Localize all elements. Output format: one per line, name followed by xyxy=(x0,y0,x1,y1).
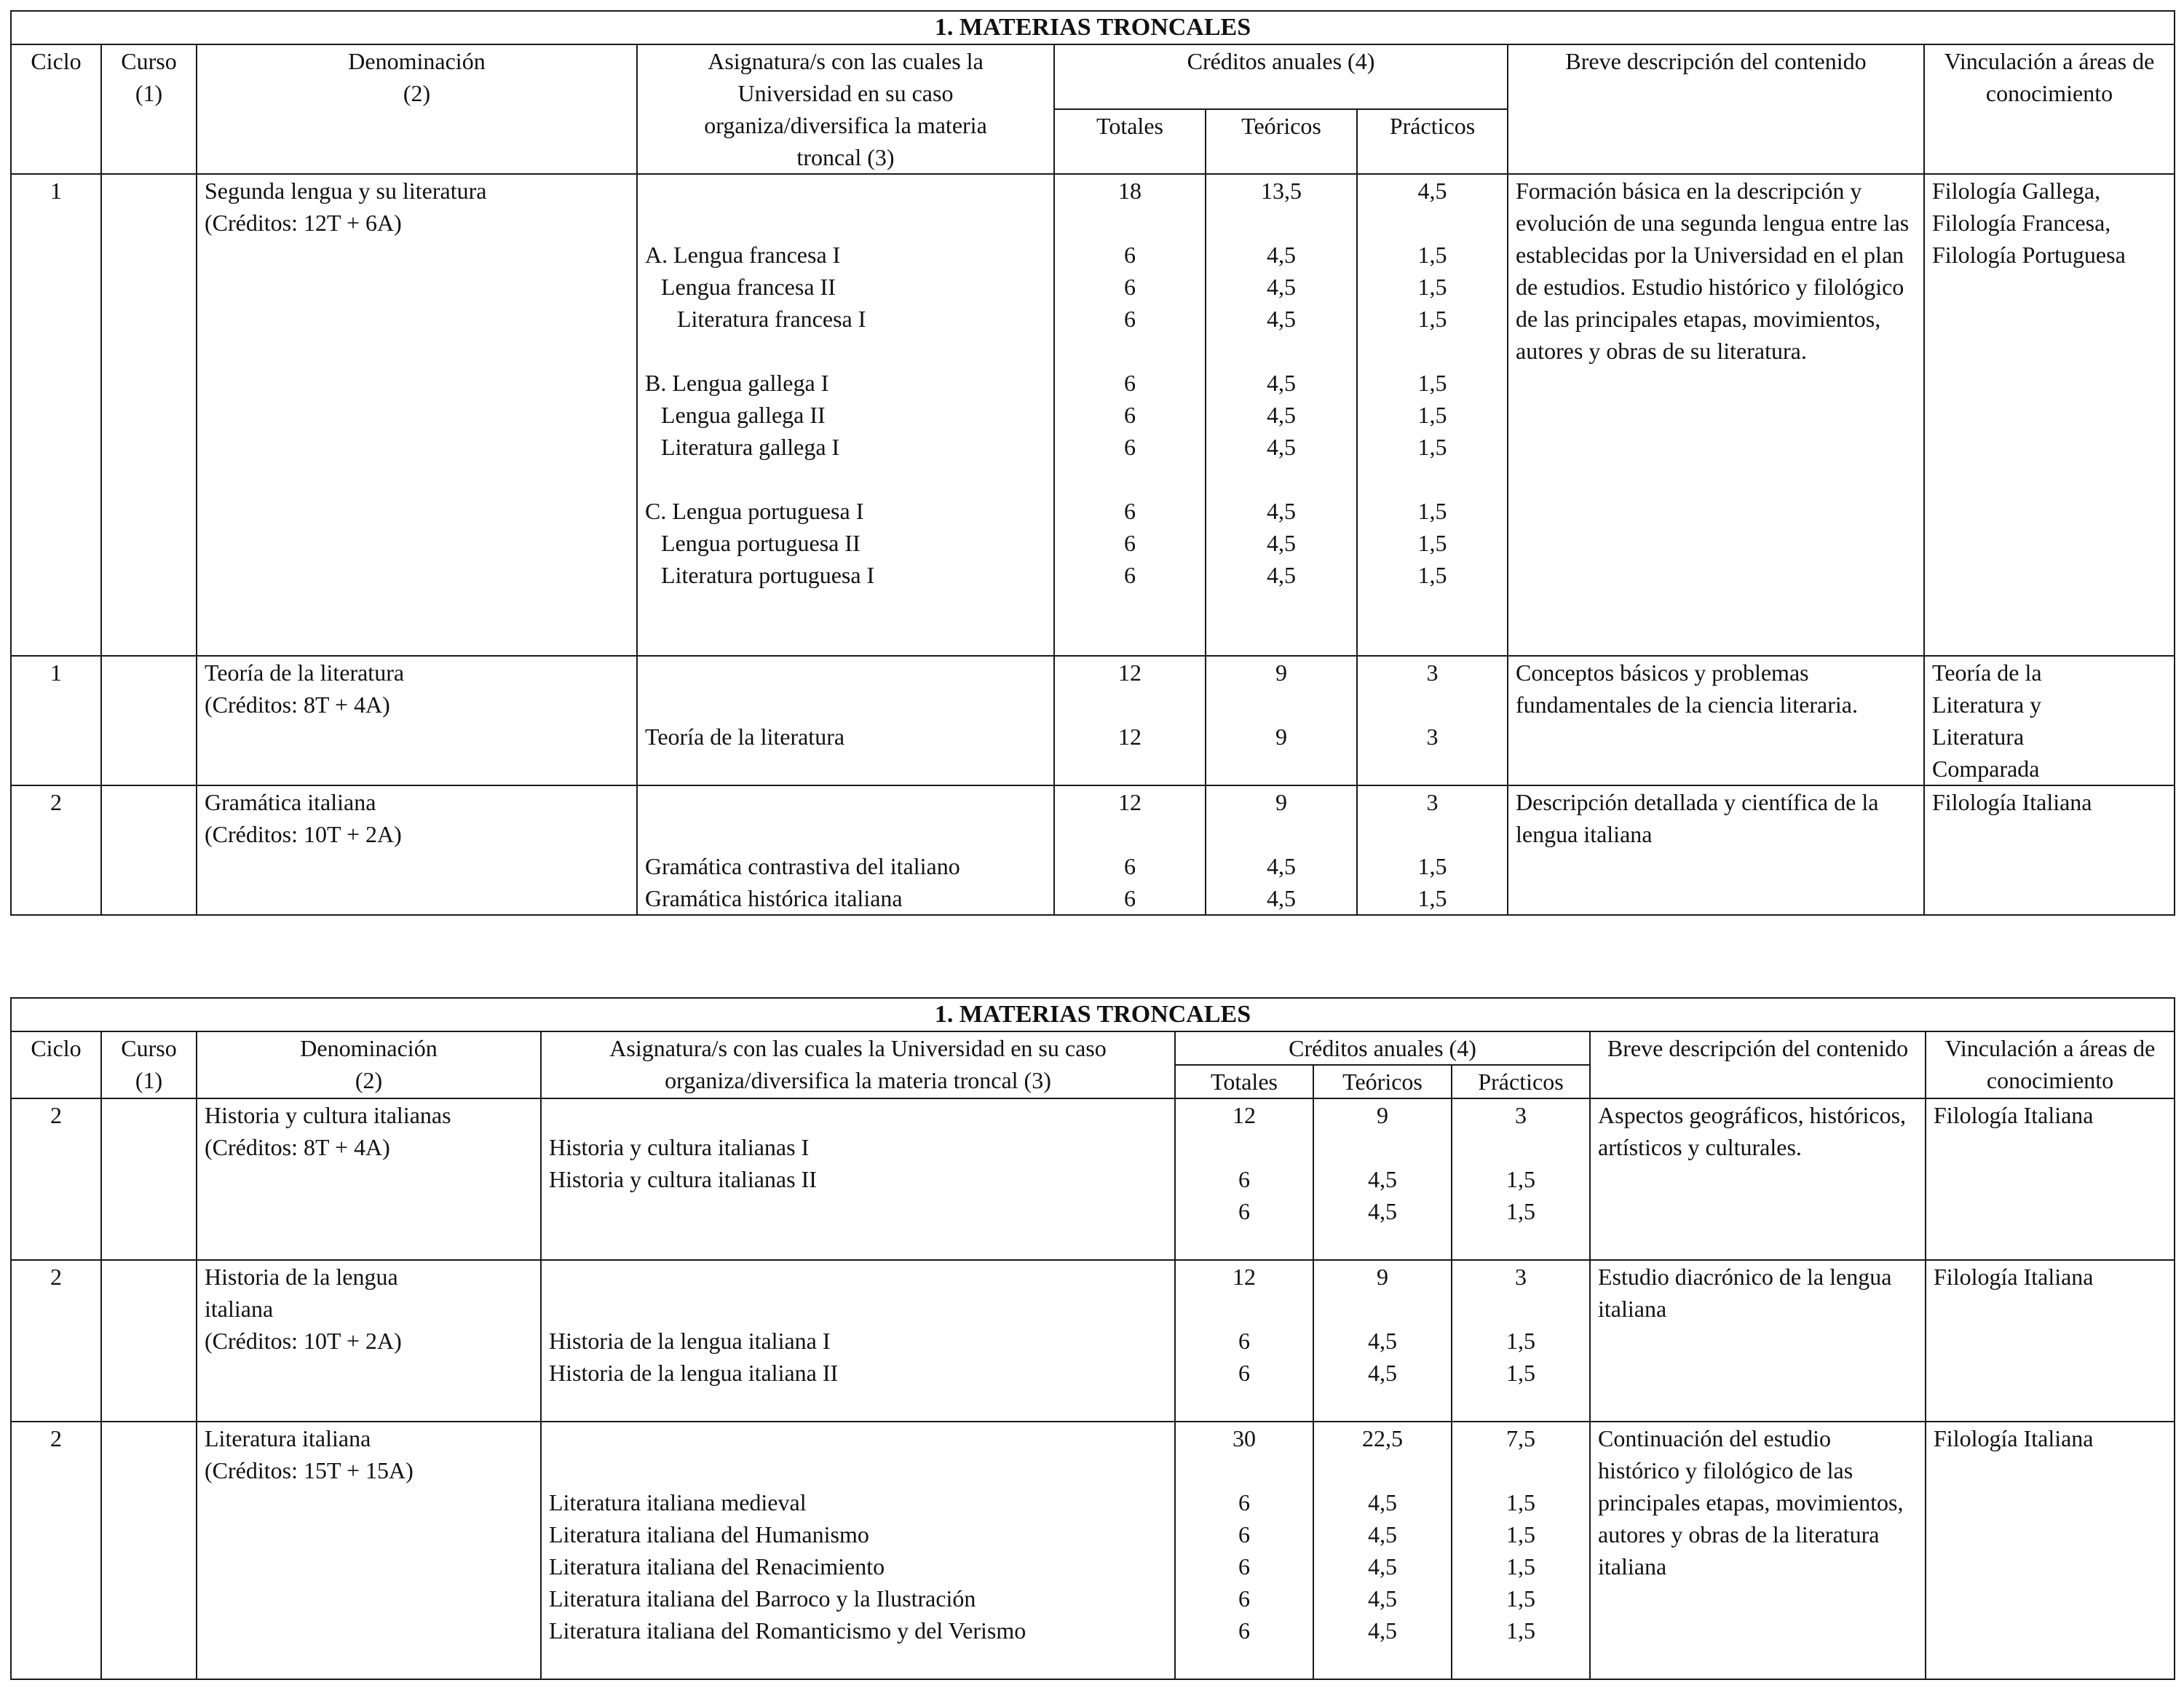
header-curso: Curso (1) xyxy=(101,1031,197,1098)
practicos-cell xyxy=(1357,656,1508,785)
teoricos-value xyxy=(1321,1227,1444,1259)
asignatura-line: A. Lengua francesa I xyxy=(645,242,841,268)
teoricos-value: 4,5 xyxy=(1368,1521,1397,1548)
asignatura-line: Lengua gallega II xyxy=(661,402,826,428)
practicos-value: 1,5 xyxy=(1506,1198,1535,1224)
asignatura-line: Historia de la lengua italiana I xyxy=(549,1328,831,1354)
practicos-value: 1,5 xyxy=(1417,402,1447,428)
practicos-cell xyxy=(1357,174,1508,656)
header-totales: Totales xyxy=(1175,1065,1313,1098)
vinculacion-cell xyxy=(1926,1422,2175,1679)
teoricos-value xyxy=(1214,207,1349,239)
totales-value xyxy=(1183,1647,1305,1679)
teoricos-value: 4,5 xyxy=(1267,402,1296,428)
header-descripcion: Breve descripción del contenido xyxy=(1590,1031,1926,1098)
denominacion-line: (Créditos: 12T + 6A) xyxy=(205,210,402,236)
curso-cell xyxy=(101,785,197,915)
area-line: Filología Italiana xyxy=(1934,1264,2094,1290)
asignatura-line xyxy=(645,657,1046,689)
teoricos-value: 4,5 xyxy=(1368,1617,1397,1644)
descripcion-text: Aspectos geográficos, históricos, artísticos y culturales. xyxy=(1598,1102,1907,1160)
practicos-value: 1,5 xyxy=(1506,1617,1535,1644)
practicos-value xyxy=(1365,463,1500,495)
descripcion-cell xyxy=(1508,174,1924,656)
practicos-value xyxy=(1365,689,1500,721)
area-line: Literatura xyxy=(1932,724,2025,750)
totales-value: 6 xyxy=(1238,1553,1250,1580)
header-vinculacion: Vinculación a áreas de conocimiento xyxy=(1924,44,2175,174)
area-line: Filología Italiana xyxy=(1934,1102,2094,1128)
table-row xyxy=(11,1422,2175,1679)
teoricos-value xyxy=(1321,1454,1444,1486)
practicos-value: 3 xyxy=(1515,1102,1527,1128)
asignatura-line xyxy=(645,753,1046,785)
descripcion-cell xyxy=(1590,1098,1926,1260)
teoricos-value: 4,5 xyxy=(1267,370,1296,396)
teoricos-value xyxy=(1214,818,1349,850)
totales-value: 6 xyxy=(1124,562,1136,588)
asignatura-line xyxy=(549,1454,1167,1486)
totales-value xyxy=(1062,818,1198,850)
totales-value xyxy=(1062,591,1198,623)
practicos-cell xyxy=(1452,1422,1590,1679)
asignatura-line xyxy=(549,1389,1167,1421)
totales-cell xyxy=(1175,1260,1313,1422)
vinculacion-cell xyxy=(1924,785,2175,915)
vinculacion-cell xyxy=(1926,1260,2175,1422)
practicos-value: 1,5 xyxy=(1417,530,1447,556)
header-creditos: Créditos anuales (4) xyxy=(1054,44,1508,109)
totales-value xyxy=(1062,623,1198,655)
asignatura-cell xyxy=(541,1098,1175,1260)
denominacion-cell xyxy=(197,656,637,785)
practicos-value: 3 xyxy=(1426,724,1439,750)
totales-value xyxy=(1183,1293,1305,1325)
totales-value xyxy=(1183,1227,1305,1259)
header-curso: Curso (1) xyxy=(101,44,197,174)
teoricos-cell xyxy=(1313,1422,1452,1679)
asignatura-line xyxy=(645,623,1046,655)
practicos-value xyxy=(1460,1131,1582,1163)
asignatura-line: B. Lengua gallega I xyxy=(645,370,829,396)
header-ciclo: Ciclo xyxy=(11,44,101,174)
asignatura-line xyxy=(645,207,1046,239)
descripcion-text: Continuación del estudio histórico y filológico de las principales etapas, movimientos, autores y obras de la literatura italiana xyxy=(1598,1425,1904,1580)
teoricos-value: 13,5 xyxy=(1261,178,1302,204)
practicos-value: 1,5 xyxy=(1506,1553,1535,1580)
practicos-cell xyxy=(1452,1098,1590,1260)
practicos-value: 1,5 xyxy=(1417,242,1447,268)
header-teoricos: Teóricos xyxy=(1206,109,1357,174)
asignatura-cell xyxy=(637,785,1054,915)
teoricos-value: 4,5 xyxy=(1368,1328,1397,1354)
totales-value: 12 xyxy=(1233,1102,1256,1128)
totales-value: 6 xyxy=(1238,1166,1250,1192)
area-line: Comparada xyxy=(1932,756,2040,782)
area-line: Filología Portuguesa xyxy=(1932,242,2126,268)
area-line: Filología Gallega, xyxy=(1932,178,2101,204)
practicos-cell xyxy=(1357,785,1508,915)
teoricos-value: 4,5 xyxy=(1267,274,1296,300)
totales-value: 18 xyxy=(1118,178,1142,204)
denominacion-line: Historia de la lengua xyxy=(205,1264,398,1290)
totales-value: 6 xyxy=(1238,1489,1250,1515)
denominacion-line: Gramática italiana xyxy=(205,789,376,815)
vinculacion-cell xyxy=(1924,656,2175,785)
denominacion-line: Literatura italiana xyxy=(205,1425,371,1451)
curso-cell xyxy=(101,1260,197,1422)
header-vinculacion: Vinculación a áreas de conocimiento xyxy=(1926,1031,2175,1098)
practicos-value xyxy=(1460,1454,1582,1486)
ciclo-cell: 2 xyxy=(11,1422,101,1679)
practicos-value xyxy=(1365,623,1500,655)
asignatura-line xyxy=(549,1195,1167,1227)
teoricos-value: 9 xyxy=(1275,724,1287,750)
curso-cell xyxy=(101,1422,197,1679)
curso-cell xyxy=(101,174,197,656)
practicos-value xyxy=(1365,818,1500,850)
denominacion-line: Teoría de la literatura xyxy=(205,659,405,686)
totales-value xyxy=(1062,753,1198,785)
asignatura-line: Gramática contrastiva del italiano xyxy=(645,853,960,879)
teoricos-cell xyxy=(1206,174,1357,656)
vinculacion-cell xyxy=(1926,1098,2175,1260)
totales-value: 6 xyxy=(1238,1585,1250,1612)
asignatura-cell xyxy=(637,174,1054,656)
teoricos-value xyxy=(1214,591,1349,623)
teoricos-value xyxy=(1214,753,1349,785)
curso-cell xyxy=(101,656,197,785)
asignatura-line: Teoría de la literatura xyxy=(645,724,845,750)
asignatura-line xyxy=(549,1293,1167,1325)
practicos-value: 3 xyxy=(1426,659,1439,686)
header-denominacion: Denominación (2) xyxy=(197,44,637,174)
denominacion-line: (Créditos: 10T + 2A) xyxy=(205,1328,402,1354)
descripcion-cell xyxy=(1590,1260,1926,1422)
teoricos-value: 4,5 xyxy=(1267,885,1296,911)
asignatura-line: Lengua portuguesa II xyxy=(661,530,860,556)
teoricos-value xyxy=(1214,335,1349,367)
practicos-value xyxy=(1460,1227,1582,1259)
practicos-value xyxy=(1460,1293,1582,1325)
teoricos-value xyxy=(1321,1389,1444,1421)
asignatura-line: Historia y cultura italianas I xyxy=(549,1134,810,1160)
practicos-value xyxy=(1365,207,1500,239)
teoricos-value: 4,5 xyxy=(1267,242,1296,268)
teoricos-value: 9 xyxy=(1275,659,1287,686)
denominacion-cell xyxy=(197,1098,541,1260)
practicos-value: 1,5 xyxy=(1417,434,1447,460)
asignatura-line: Literatura italiana del Barroco y la Ilustración xyxy=(549,1585,976,1612)
teoricos-value: 4,5 xyxy=(1267,306,1296,332)
asignatura-line xyxy=(549,1099,1167,1131)
totales-value: 6 xyxy=(1124,242,1136,268)
practicos-value: 1,5 xyxy=(1506,1328,1535,1354)
teoricos-value: 4,5 xyxy=(1267,530,1296,556)
teoricos-cell xyxy=(1206,656,1357,785)
asignatura-line: Literatura francesa I xyxy=(677,306,866,332)
teoricos-value xyxy=(1214,463,1349,495)
teoricos-value: 4,5 xyxy=(1267,434,1296,460)
teoricos-value: 4,5 xyxy=(1368,1553,1397,1580)
practicos-value: 3 xyxy=(1426,789,1439,815)
asignatura-line xyxy=(645,463,1046,495)
totales-value: 6 xyxy=(1124,370,1136,396)
header-totales: Totales xyxy=(1054,109,1206,174)
asignatura-line xyxy=(645,335,1046,367)
totales-value: 12 xyxy=(1118,789,1142,815)
descripcion-cell xyxy=(1508,656,1924,785)
totales-value: 6 xyxy=(1238,1617,1250,1644)
asignatura-line: Literatura italiana del Romanticismo y del Verismo xyxy=(549,1617,1026,1644)
practicos-value: 1,5 xyxy=(1417,562,1447,588)
practicos-value: 1,5 xyxy=(1506,1585,1535,1612)
practicos-cell xyxy=(1452,1260,1590,1422)
header-teoricos: Teóricos xyxy=(1313,1065,1452,1098)
descripcion-cell xyxy=(1590,1422,1926,1679)
table-title: 1. MATERIAS TRONCALES xyxy=(11,998,2175,1031)
table-row xyxy=(11,174,2175,656)
totales-cell xyxy=(1054,174,1206,656)
practicos-value: 1,5 xyxy=(1417,853,1447,879)
header-practicos: Prácticos xyxy=(1357,109,1508,174)
denominacion-line: (Créditos: 8T + 4A) xyxy=(205,692,390,718)
totales-value: 12 xyxy=(1118,724,1142,750)
practicos-value: 1,5 xyxy=(1506,1360,1535,1386)
practicos-value xyxy=(1460,1647,1582,1679)
teoricos-value: 4,5 xyxy=(1368,1489,1397,1515)
asignatura-line: Literatura italiana medieval xyxy=(549,1489,807,1515)
asignatura-cell xyxy=(541,1260,1175,1422)
denominacion-cell xyxy=(197,785,637,915)
materias-troncales-table-2 xyxy=(10,997,2175,1680)
teoricos-cell xyxy=(1313,1098,1452,1260)
totales-value xyxy=(1062,463,1198,495)
totales-value: 6 xyxy=(1124,853,1136,879)
denominacion-line: (Créditos: 15T + 15A) xyxy=(205,1457,414,1483)
ciclo-cell: 2 xyxy=(11,1260,101,1422)
totales-value xyxy=(1183,1454,1305,1486)
totales-value xyxy=(1062,689,1198,721)
asignatura-line: Gramática histórica italiana xyxy=(645,885,903,911)
materias-troncales-table-1 xyxy=(10,10,2175,916)
denominacion-line: Segunda lengua y su literatura xyxy=(205,178,487,204)
descripcion-text: Descripción detallada y científica de la lengua italiana xyxy=(1516,789,1879,847)
totales-value xyxy=(1062,335,1198,367)
asignatura-line: Literatura gallega I xyxy=(661,434,840,460)
denominacion-cell xyxy=(197,174,637,656)
asignatura-line: Lengua francesa II xyxy=(661,274,836,300)
denominacion-line: (Créditos: 8T + 4A) xyxy=(205,1134,390,1160)
area-line: Filología Francesa, xyxy=(1932,210,2111,236)
totales-value: 6 xyxy=(1238,1360,1250,1386)
asignatura-line: Literatura italiana del Humanismo xyxy=(549,1521,869,1548)
descripcion-text: Formación básica en la descripción y evolución de una segunda lengua entre las establecidas por la Universidad en el plan de estudios. Estudio histórico y filológico de las principales etapas, movimientos, autores y obras de su literatura. xyxy=(1516,178,1910,364)
totales-value xyxy=(1183,1131,1305,1163)
totales-value: 6 xyxy=(1124,402,1136,428)
asignatura-line xyxy=(645,786,1046,818)
asignatura-line xyxy=(549,1227,1167,1259)
teoricos-value xyxy=(1214,623,1349,655)
teoricos-value: 9 xyxy=(1377,1264,1388,1290)
practicos-value: 1,5 xyxy=(1506,1166,1535,1192)
teoricos-value xyxy=(1321,1293,1444,1325)
practicos-value: 1,5 xyxy=(1506,1489,1535,1515)
totales-value: 12 xyxy=(1233,1264,1256,1290)
descripcion-text: Conceptos básicos y problemas fundamentales de la ciencia literaria. xyxy=(1516,659,1858,718)
header-denominacion: Denominación (2) xyxy=(197,1031,541,1098)
ciclo-cell: 1 xyxy=(11,174,101,656)
asignatura-line: C. Lengua portuguesa I xyxy=(645,498,864,524)
practicos-value xyxy=(1365,591,1500,623)
teoricos-value: 4,5 xyxy=(1368,1585,1397,1612)
denominacion-cell xyxy=(197,1260,541,1422)
practicos-value: 4,5 xyxy=(1417,178,1447,204)
totales-value: 6 xyxy=(1124,885,1136,911)
header-asignaturas: Asignatura/s con las cuales la Universidad en su caso organiza/diversifica la materia troncal (3) xyxy=(637,44,1054,174)
asignatura-line xyxy=(549,1261,1167,1293)
asignatura-line xyxy=(645,689,1046,721)
table-row xyxy=(11,656,2175,785)
ciclo-cell: 2 xyxy=(11,1098,101,1260)
practicos-value xyxy=(1365,753,1500,785)
teoricos-value xyxy=(1321,1647,1444,1679)
totales-cell xyxy=(1054,656,1206,785)
totales-cell xyxy=(1175,1422,1313,1679)
denominacion-line: Historia y cultura italianas xyxy=(205,1102,451,1128)
ciclo-cell: 2 xyxy=(11,785,101,915)
practicos-value xyxy=(1460,1389,1582,1421)
teoricos-value: 4,5 xyxy=(1368,1198,1397,1224)
teoricos-value: 4,5 xyxy=(1267,562,1296,588)
ciclo-cell: 1 xyxy=(11,656,101,785)
table-row xyxy=(11,1098,2175,1260)
totales-value: 6 xyxy=(1124,530,1136,556)
practicos-value: 1,5 xyxy=(1417,274,1447,300)
area-line: Literatura y xyxy=(1932,692,2042,718)
teoricos-value: 9 xyxy=(1275,789,1287,815)
asignatura-line: Literatura portuguesa I xyxy=(661,562,875,588)
denominacion-line: (Créditos: 10T + 2A) xyxy=(205,821,402,847)
asignatura-line xyxy=(549,1422,1167,1454)
teoricos-value xyxy=(1321,1131,1444,1163)
teoricos-value: 4,5 xyxy=(1267,853,1296,879)
vinculacion-cell xyxy=(1924,174,2175,656)
teoricos-value: 9 xyxy=(1377,1102,1388,1128)
asignatura-line xyxy=(645,818,1046,850)
totales-cell xyxy=(1175,1098,1313,1260)
totales-value: 12 xyxy=(1118,659,1142,686)
header-asignaturas: Asignatura/s con las cuales la Universidad en su caso organiza/diversifica la materia troncal (3) xyxy=(541,1031,1175,1098)
asignatura-cell xyxy=(541,1422,1175,1679)
totales-value: 6 xyxy=(1124,434,1136,460)
totales-value: 6 xyxy=(1124,274,1136,300)
teoricos-cell xyxy=(1313,1260,1452,1422)
teoricos-value: 22,5 xyxy=(1362,1425,1403,1451)
asignatura-line xyxy=(645,591,1046,623)
totales-value: 6 xyxy=(1124,306,1136,332)
teoricos-value: 4,5 xyxy=(1368,1360,1397,1386)
practicos-value: 7,5 xyxy=(1506,1425,1535,1451)
area-line: Filología Italiana xyxy=(1932,789,2092,815)
totales-cell xyxy=(1054,785,1206,915)
practicos-value: 1,5 xyxy=(1506,1521,1535,1548)
asignatura-line xyxy=(645,175,1046,207)
practicos-value: 1,5 xyxy=(1417,370,1447,396)
header-descripcion: Breve descripción del contenido xyxy=(1508,44,1924,174)
totales-value: 30 xyxy=(1233,1425,1256,1451)
descripcion-cell xyxy=(1508,785,1924,915)
teoricos-value xyxy=(1214,689,1349,721)
area-line: Filología Italiana xyxy=(1934,1425,2094,1451)
teoricos-cell xyxy=(1206,785,1357,915)
totales-value: 6 xyxy=(1238,1198,1250,1224)
practicos-value: 1,5 xyxy=(1417,306,1447,332)
practicos-value xyxy=(1365,335,1500,367)
table-title: 1. MATERIAS TRONCALES xyxy=(11,11,2175,44)
denominacion-cell xyxy=(197,1422,541,1679)
totales-value: 6 xyxy=(1124,498,1136,524)
curso-cell xyxy=(101,1098,197,1260)
totales-value: 6 xyxy=(1238,1521,1250,1548)
asignatura-cell xyxy=(637,656,1054,785)
teoricos-value: 4,5 xyxy=(1267,498,1296,524)
practicos-value: 1,5 xyxy=(1417,498,1447,524)
descripcion-text: Estudio diacrónico de la lengua italiana xyxy=(1598,1264,1892,1322)
totales-value: 6 xyxy=(1238,1328,1250,1354)
area-line: Teoría de la xyxy=(1932,659,2042,686)
asignatura-line: Historia de la lengua italiana II xyxy=(549,1360,839,1386)
teoricos-value: 4,5 xyxy=(1368,1166,1397,1192)
header-practicos: Prácticos xyxy=(1452,1065,1590,1098)
denominacion-line: italiana xyxy=(205,1296,274,1322)
header-creditos: Créditos anuales (4) xyxy=(1175,1031,1590,1065)
practicos-value: 3 xyxy=(1515,1264,1527,1290)
header-ciclo: Ciclo xyxy=(11,1031,101,1098)
table-row xyxy=(11,785,2175,915)
asignatura-line xyxy=(549,1647,1167,1679)
practicos-value: 1,5 xyxy=(1417,885,1447,911)
table-row xyxy=(11,1260,2175,1422)
totales-value xyxy=(1183,1389,1305,1421)
totales-value xyxy=(1062,207,1198,239)
asignatura-line: Historia y cultura italianas II xyxy=(549,1166,817,1192)
asignatura-line: Literatura italiana del Renacimiento xyxy=(549,1553,885,1580)
